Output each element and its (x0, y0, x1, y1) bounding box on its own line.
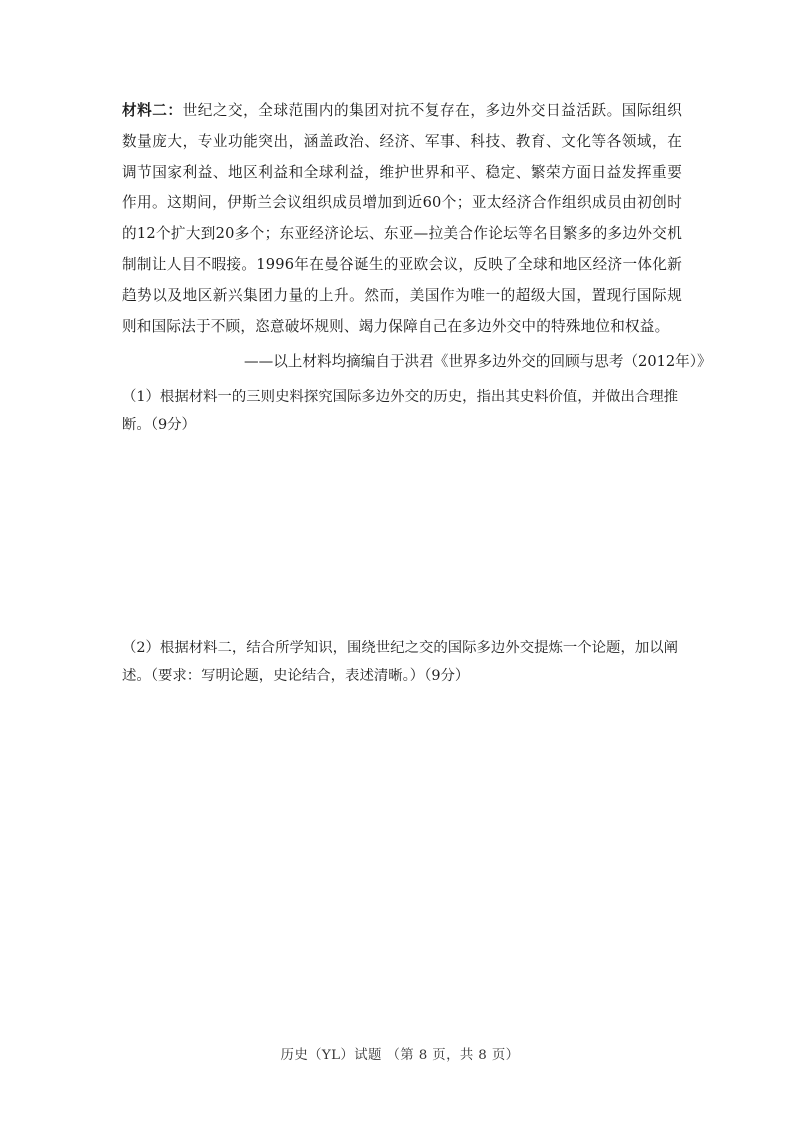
answer-space-2 (122, 700, 682, 1030)
material-two-title: 材料二： (122, 102, 183, 119)
question-1: （1）根据材料一的三则史料探究国际多边外交的历史，指出其史料价值，并做出合理推断。（9分） (122, 389, 679, 433)
question-2: （2）根据材料二，结合所学知识，围绕世纪之交的国际多边外交提炼一个论题，加以阐述。（要求：写明论题，史论结合，表述清晰。）（9分） (122, 640, 679, 684)
page-footer: 历史（YL）试题 （第 8 页，共 8 页） (280, 1048, 520, 1063)
answer-space-1 (122, 445, 682, 625)
material-citation: ——以上材料均摘编自于洪君《世界多边外交的回顾与思考（2012年）》 (244, 353, 712, 370)
material-two-passage (122, 96, 682, 342)
material-two-body: 世纪之交，全球范围内的集团对抗不复存在，多边外交日益活跃。国际组织数量庞大，专业功能突出，涵盖政治、经济、军事、科技、教育、文化等各领域，在调节国家利益、地区利益和全球利益，维护世界和平、稳定、繁荣方面日益发挥重要作用。这期间，伊斯兰会议组织成员增加到近60个；亚太经济合作组织成员由初创时的12个扩大到20多个；东亚经济论坛、东亚—拉美合作论坛等名目繁多的多边外交机制制让人目不暇接。1996年在曼谷诞生的亚欧会议，反映了全球和地区经济一体化新趋势以及地区新兴集团力量的上升。然而，美国作为唯一的超级大国，置现行国际规则和国际法于不顾，恣意破坏规则、竭力保障自己在多边外交中的特殊地位和权益。 (122, 102, 682, 335)
